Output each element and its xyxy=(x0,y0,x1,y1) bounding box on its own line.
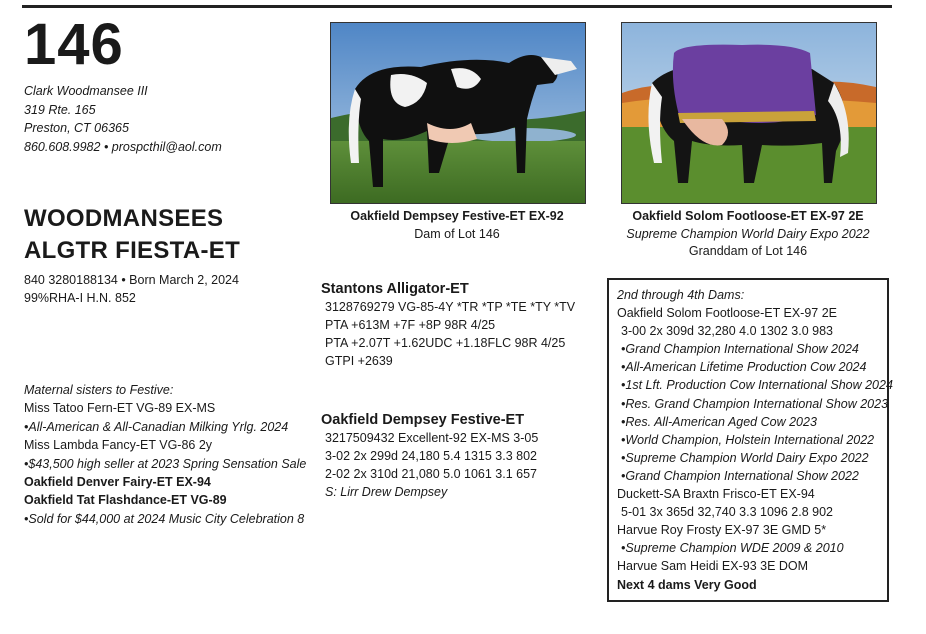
list-item: •All-American & All-Canadian Milking Yrlg. 2024 xyxy=(24,419,289,434)
granddam-caption-title: Oakfield Solom Footloose-ET EX-97 2E xyxy=(632,209,864,223)
consignor-name: Clark Woodmansee III xyxy=(24,84,148,98)
list-item: Duckett-SA Braxtn Frisco-ET EX-94 xyxy=(617,487,815,502)
sire-line: GTPI +2639 xyxy=(325,354,393,368)
list-item: •Res. All-American Aged Cow 2023 xyxy=(621,414,817,429)
list-item: Harvue Sam Heidi EX-93 3E DOM xyxy=(617,559,809,574)
list-item: •Supreme Champion World Dairy Expo 2022 xyxy=(621,450,869,465)
dam-caption-title: Oakfield Dempsey Festive-ET EX-92 xyxy=(350,209,564,223)
dam-block xyxy=(321,411,538,501)
granddam-photo-caption xyxy=(596,208,900,261)
cow-photo-image xyxy=(622,23,876,203)
list-item: •World Champion, Holstein International 2022 xyxy=(621,432,875,447)
dam-line: 3217509432 Excellent-92 EX-MS 3-05 xyxy=(325,431,539,445)
maternal-sisters xyxy=(24,381,306,528)
registration-line: 840 3280188134 • Born March 2, 2024 xyxy=(24,273,239,287)
animal-name xyxy=(24,203,240,267)
sire-line: PTA +613M +7F +8P 98R 4/25 xyxy=(325,318,496,332)
dam-line: S: Lirr Drew Dempsey xyxy=(325,485,448,499)
dam-name: Oakfield Dempsey Festive-ET xyxy=(321,412,525,428)
dam-line: 3-02 2x 299d 24,180 5.4 1315 3.3 802 xyxy=(325,449,537,463)
list-item: •Grand Champion International Show 2024 xyxy=(621,342,859,357)
granddam-caption-sub: Supreme Champion World Dairy Expo 2022 xyxy=(626,226,870,241)
animal-name-line2: ALGTR FIESTA-ET xyxy=(24,237,241,264)
animal-name-line1: WOODMANSEES xyxy=(24,205,224,232)
cow-photo-image xyxy=(331,23,585,203)
consignor-city: Preston, CT 06365 xyxy=(24,121,129,135)
sire-line: PTA +2.07T +1.62UDC +1.18FLC 98R 4/25 xyxy=(325,336,566,350)
rha-line: 99%RHA-I H.N. 852 xyxy=(24,290,136,305)
lot-number: 146 xyxy=(24,12,124,77)
consignor-contact: 860.608.9982 • prospcthil@aol.com xyxy=(24,139,222,154)
list-item: •All-American Lifetime Production Cow 2024 xyxy=(621,360,867,375)
list-item: •Sold for $44,000 at 2024 Music City Celebration 8 xyxy=(24,511,305,526)
dams-box-heading: 2nd through 4th Dams: xyxy=(617,288,745,302)
list-item: Oakfield Tat Flashdance-ET VG-89 xyxy=(24,493,227,508)
top-rule xyxy=(22,5,892,8)
sire-name: Stantons Alligator-ET xyxy=(321,281,469,297)
dam-line: 2-02 2x 310d 21,080 5.0 1061 3.1 657 xyxy=(325,467,537,481)
list-item: Oakfield Denver Fairy-ET EX-94 xyxy=(24,475,211,490)
consignor-address xyxy=(24,82,222,156)
list-item: •Res. Grand Champion International Show 2023 xyxy=(621,396,889,411)
list-item: Harvue Roy Frosty EX-97 3E GMD 5* xyxy=(617,523,827,538)
list-item: Miss Lambda Fancy-ET VG-86 2y xyxy=(24,438,213,453)
maternal-sisters-heading: Maternal sisters to Festive: xyxy=(24,383,174,397)
list-item: •1st Lft. Production Cow International Show 2024 xyxy=(621,378,893,393)
dam-caption-sub: Dam of Lot 146 xyxy=(414,226,500,241)
sire-block xyxy=(321,280,575,370)
dams-box xyxy=(607,278,893,602)
consignor-street: 319 Rte. 165 xyxy=(24,102,96,117)
list-item: •Grand Champion International Show 2022 xyxy=(621,468,859,483)
list-item: •Supreme Champion WDE 2009 & 2010 xyxy=(621,541,844,556)
list-item: 3-00 2x 309d 32,280 4.0 1302 3.0 983 xyxy=(621,324,833,339)
list-item: Next 4 dams Very Good xyxy=(617,577,757,592)
granddam-photo xyxy=(621,22,877,204)
granddam-caption-relation: Granddam of Lot 146 xyxy=(688,244,808,258)
dam-photo xyxy=(330,22,586,204)
list-item: Oakfield Solom Footloose-ET EX-97 2E xyxy=(617,306,838,321)
registration-info xyxy=(24,272,239,307)
list-item: 5-01 3x 365d 32,740 3.3 1096 2.8 902 xyxy=(621,505,833,520)
sire-line: 3128769279 VG-85-4Y *TR *TP *TE *TY *TV xyxy=(325,300,576,314)
list-item: Miss Tatoo Fern-ET VG-89 EX-MS xyxy=(24,401,216,416)
dam-photo-caption xyxy=(300,208,614,243)
list-item: •$43,500 high seller at 2023 Spring Sensation Sale xyxy=(24,456,307,471)
